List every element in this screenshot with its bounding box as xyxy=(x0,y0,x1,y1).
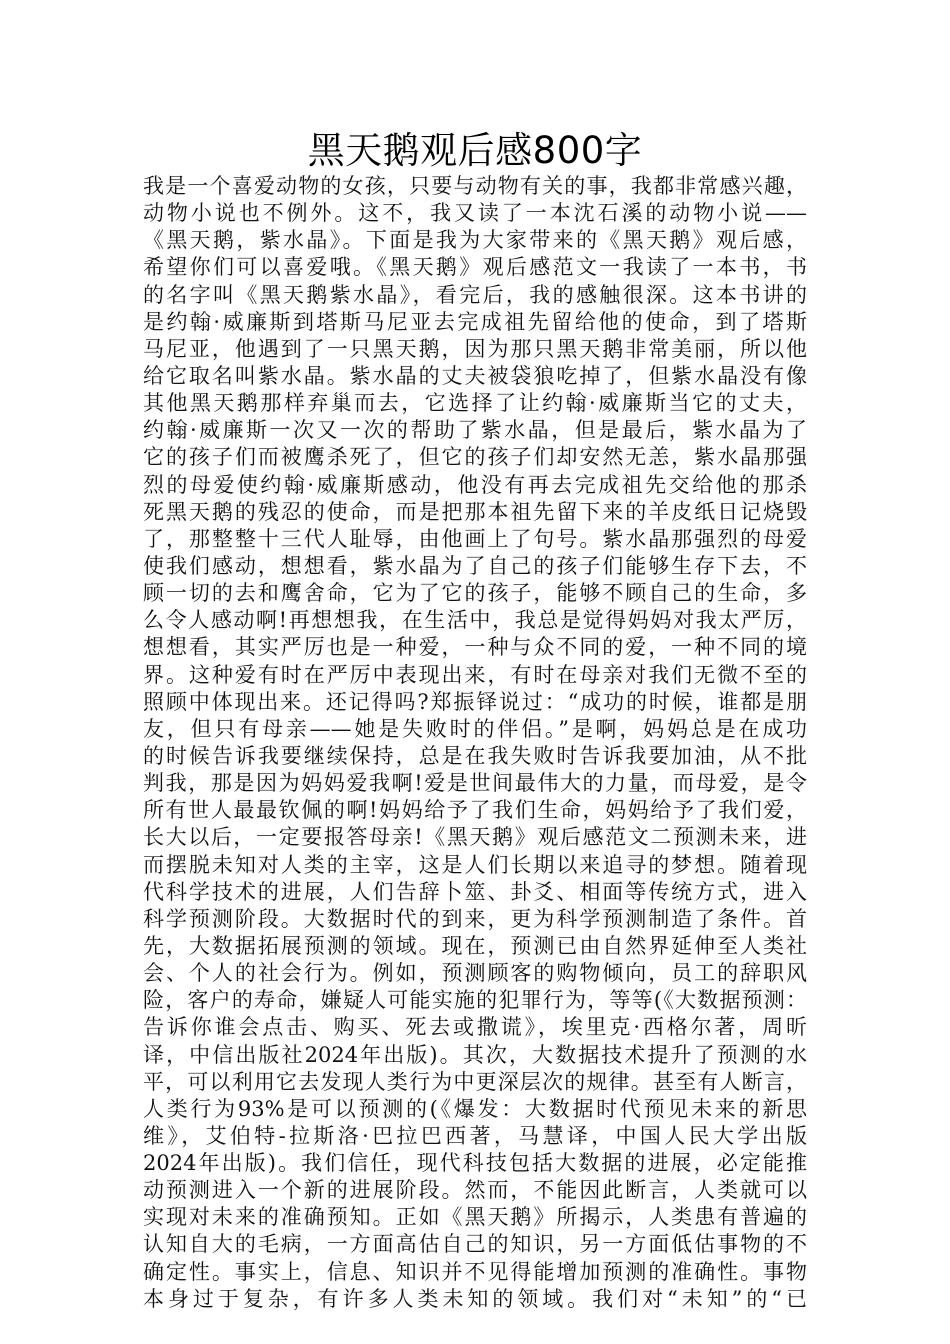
body-line: 马尼亚，他遇到了一只黑天鹅，因为那只黑天鹅非常美丽，所以他 xyxy=(143,336,807,361)
body-line: 其他黑天鹅那样弃巢而去，它选择了让约翰·威廉斯当它的丈夫， xyxy=(143,391,807,416)
body-line: 它的孩子们而被鹰杀死了，但它的孩子们却安然无恙，紫水晶那强 xyxy=(143,445,807,470)
body-line: 会、个人的社会行为。例如，预测顾客的购物倾向，员工的辞职风 xyxy=(143,961,807,986)
body-line: 告诉你谁会点击、购买、死去或撒谎》，埃里克·西格尔著，周昕 xyxy=(143,1015,807,1040)
body-line: 了，那整整十三代人耻辱，由他画上了句号。紫水晶那强烈的母爱 xyxy=(143,526,807,551)
body-line: 2024年出版)。我们信任，现代科技包括大数据的进展，必定能推 xyxy=(143,1151,807,1176)
body-line: 《黑天鹅，紫水晶》。下面是我为大家带来的《黑天鹅》观后感， xyxy=(143,228,807,253)
body-line: 么令人感动啊!再想想我，在生活中，我总是觉得妈妈对我太严厉， xyxy=(143,608,807,633)
body-line: 使我们感动，想想看，紫水晶为了自己的孩子们能够生存下去，不 xyxy=(143,553,807,578)
body-line: 烈的母爱使约翰·威廉斯感动，他没有再去完成祖先交给他的那杀 xyxy=(143,472,807,497)
body-line: 译，中信出版社2024年出版)。其次，大数据技术提升了预测的水 xyxy=(143,1042,807,1067)
body-line: 的名字叫《黑天鹅紫水晶》，看完后，我的感触很深。这本书讲的 xyxy=(143,282,807,307)
body-line: 想想看，其实严厉也是一种爱，一种与众不同的爱，一种不同的境 xyxy=(143,635,807,660)
document-title: 黑天鹅观后感800字 xyxy=(307,129,643,172)
body-line: 友，但只有母亲——她是失败时的伴侣。”是啊，妈妈总是在成功 xyxy=(143,716,807,741)
body-line: 维》，艾伯特-拉斯洛·巴拉巴西著，马慧译，中国人民大学出版 xyxy=(143,1123,807,1148)
body-line: 确定性。事实上，信息、知识并不见得能增加预测的准确性。事物 xyxy=(143,1259,807,1284)
body-line: 希望你们可以喜爱哦。《黑天鹅》观后感范文一我读了一本书，书 xyxy=(143,255,807,280)
body-line: 人类行为93%是可以预测的(《爆发：大数据时代预见未来的新思 xyxy=(143,1096,807,1121)
body-line: 顾一切的去和鹰舍命，它为了它的孩子，能够不顾自己的生命，多 xyxy=(143,581,807,606)
body-line: 判我，那是因为妈妈爱我啊!爱是世间最伟大的力量，而母爱，是令 xyxy=(143,771,807,796)
body-line: 死黑天鹅的残忍的使命，而是把那本祖先留下来的羊皮纸日记烧毁 xyxy=(143,499,807,524)
body-line: 是约翰·威廉斯到塔斯马尼亚去完成祖先留给他的使命，到了塔斯 xyxy=(143,309,807,334)
body-line: 代科学技术的进展，人们告辞卜筮、卦爻、相面等传统方式，进入 xyxy=(143,879,807,904)
body-line: 给它取名叫紫水晶。紫水晶的丈夫被袋狼吃掉了，但紫水晶没有像 xyxy=(143,363,807,388)
body-line: 所有世人最最钦佩的啊!妈妈给予了我们生命，妈妈给予了我们爱， xyxy=(143,798,807,823)
body-line: 动预测进入一个新的进展阶段。然而，不能因此断言，人类就可以 xyxy=(143,1178,807,1203)
body-line: 险，客户的寿命，嫌疑人可能实施的犯罪行为，等等(《大数据预测： xyxy=(143,988,807,1013)
body-line: 实现对未来的准确预知。正如《黑天鹅》所揭示，人类患有普遍的 xyxy=(143,1205,807,1230)
document-body xyxy=(143,173,807,1313)
body-line: 约翰·威廉斯一次又一次的帮助了紫水晶，但是最后，紫水晶为了 xyxy=(143,418,807,443)
body-line: 本身过于复杂，有许多人类未知的领域。我们对“未知”的“已 xyxy=(143,1286,807,1311)
body-line: 照顾中体现出来。还记得吗?郑振铎说过：“成功的时候，谁都是朋 xyxy=(143,689,807,714)
body-line: 而摆脱未知对人类的主宰，这是人们长期以来追寻的梦想。随着现 xyxy=(143,852,807,877)
body-line: 认知自大的毛病，一方面高估自己的知识，另一方面低估事物的不 xyxy=(143,1232,807,1257)
body-line: 我是一个喜爱动物的女孩，只要与动物有关的事，我都非常感兴趣， xyxy=(143,174,807,198)
body-line: 动物小说也不例外。这不，我又读了一本沈石溪的动物小说—— xyxy=(143,201,807,226)
body-line: 平，可以利用它去发现人类行为中更深层次的规律。甚至有人断言， xyxy=(143,1069,807,1094)
body-line: 界。这种爱有时在严厉中表现出来，有时在母亲对我们无微不至的 xyxy=(143,662,807,687)
body-line: 长大以后，一定要报答母亲!《黑天鹅》观后感范文二预测未来，进 xyxy=(143,825,807,850)
body-line: 的时候告诉我要继续保持，总是在我失败时告诉我要加油，从不批 xyxy=(143,743,807,768)
body-line: 先，大数据拓展预测的领域。现在，预测已由自然界延伸至人类社 xyxy=(143,933,807,958)
body-line: 科学预测阶段。大数据时代的到来，更为科学预测制造了条件。首 xyxy=(143,906,807,931)
